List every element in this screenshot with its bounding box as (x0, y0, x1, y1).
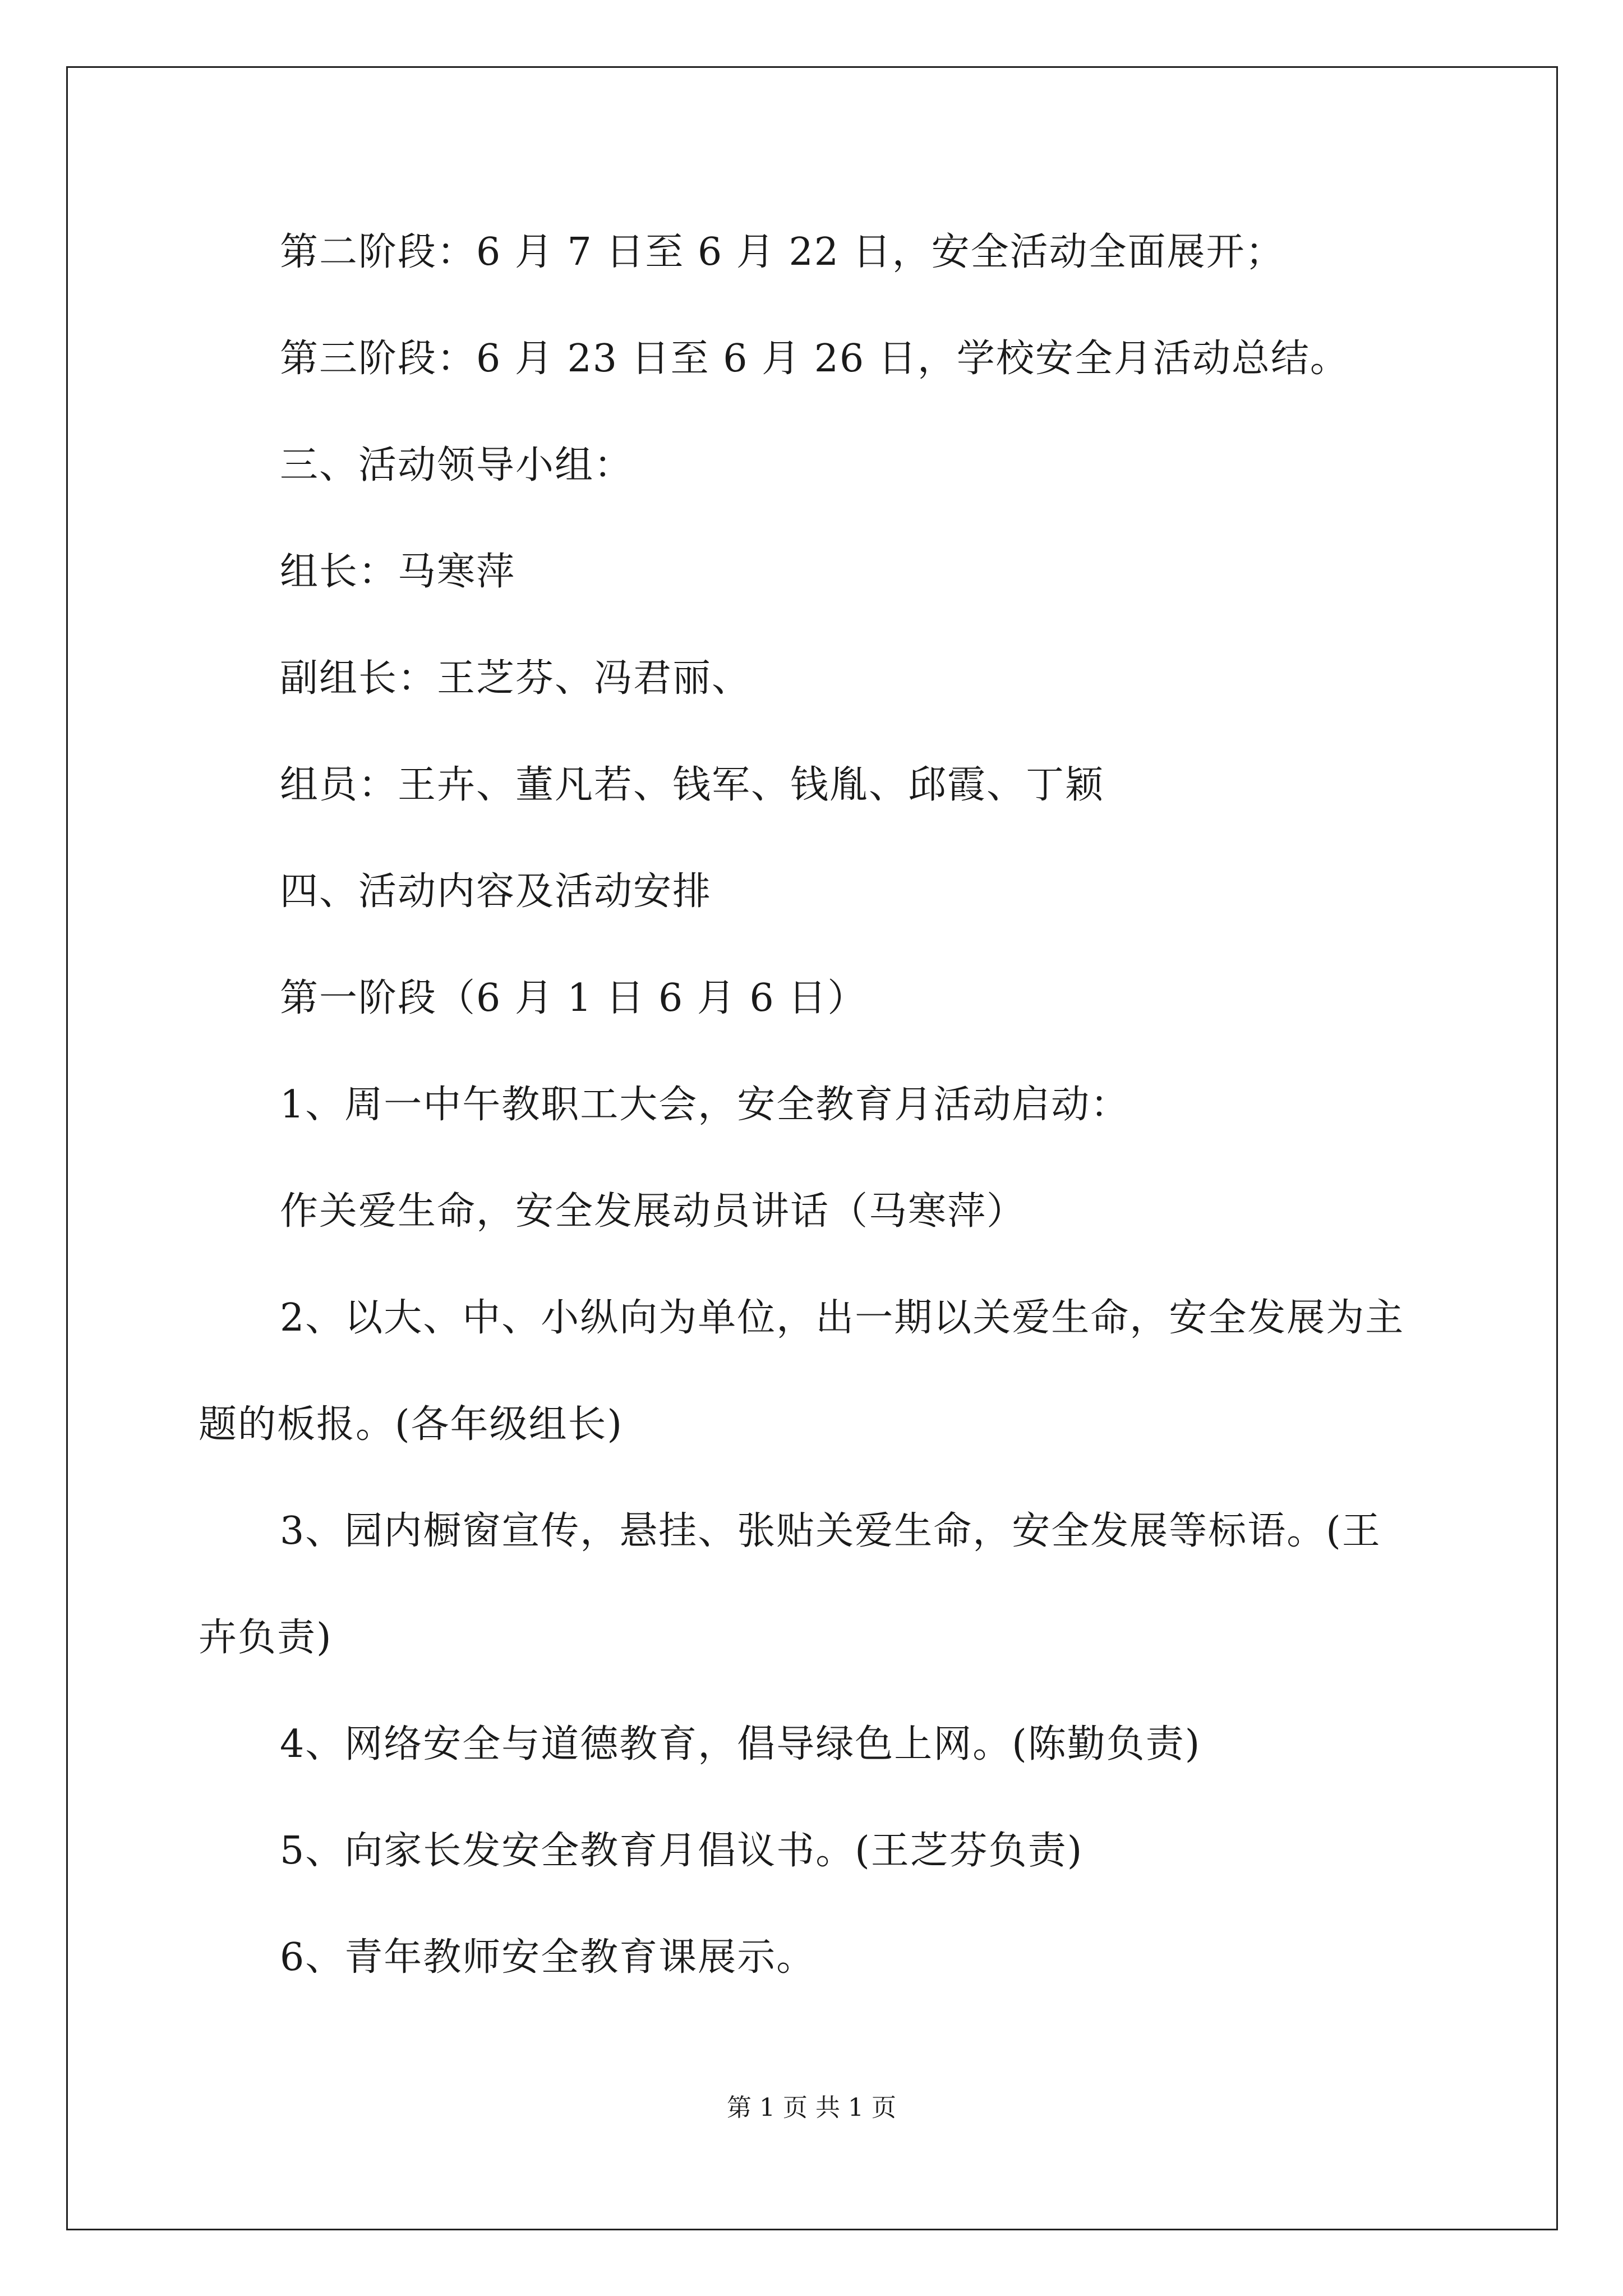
list-item-3-continuation: 卉负责) (199, 1616, 333, 1660)
text-line-deputy-leader: 副组长：王芝芬、冯君丽、 (280, 656, 751, 701)
page-footer: 第 1 页 共 1 页 (727, 2093, 896, 2122)
text-line-members: 组员：王卉、董凡若、钱军、钱胤、邱霞、丁颖 (280, 763, 1105, 807)
list-item-5: 5、向家长发安全教育月倡议书。(王芝芬负责) (280, 1829, 1083, 1873)
list-item-2-continuation: 题的板报。(各年级组长) (199, 1402, 624, 1447)
list-item-2: 2、以大、中、小纵向为单位，出一期以关爱生命，安全发展为主 (280, 1296, 1405, 1340)
section-heading-activities: 四、活动内容及活动安排 (280, 869, 712, 914)
text-line-stage-three: 第三阶段：6 月 23 日至 6 月 26 日，学校安全月活动总结。 (280, 337, 1349, 381)
list-item-3: 3、园内橱窗宣传，悬挂、张贴关爱生命，安全发展等标语。(王 (280, 1509, 1381, 1553)
page-border (66, 66, 1558, 2230)
section-heading-leadership: 三、活动领导小组： (280, 443, 634, 487)
text-line-stage-one: 第一阶段（6 月 1 日 6 月 6 日） (280, 976, 867, 1020)
text-line-stage-two: 第二阶段：6 月 7 日至 6 月 22 日，安全活动全面展开； (280, 230, 1285, 274)
list-item-4: 4、网络安全与道德教育，倡导绿色上网。(陈勤负责) (280, 1722, 1201, 1766)
list-item-1: 1、周一中午教职工大会，安全教育月活动启动： (280, 1083, 1130, 1127)
list-item-6: 6、青年教师安全教育课展示。 (280, 1935, 816, 1980)
list-item-1-detail: 作关爱生命，安全发展动员讲话（马寒萍） (280, 1189, 1026, 1234)
text-line-leader: 组长：马寒萍 (280, 550, 516, 594)
